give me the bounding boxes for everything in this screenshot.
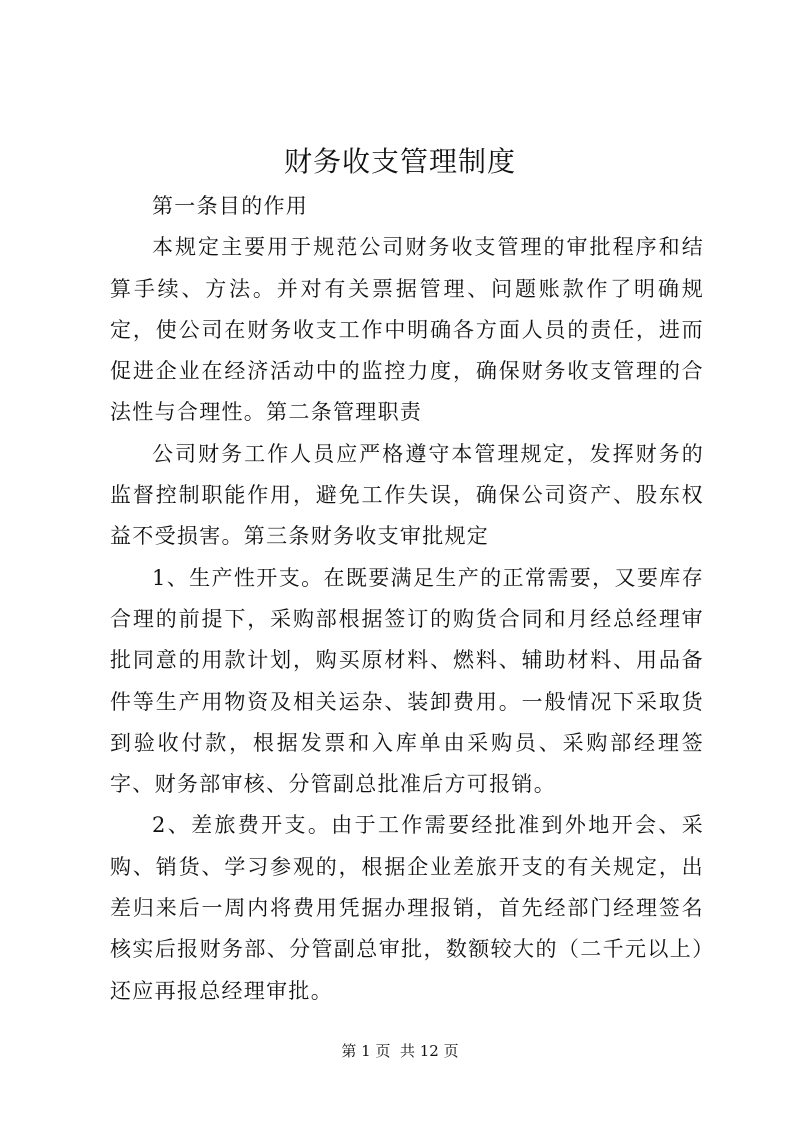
document-body	[110, 186, 704, 1012]
body-paragraph: 1、生产性开支。在既要满足生产的正常需要，又要库存合理的前提下，采购部根据签订的购货合同和月经总经理审批同意的用款计划，购买原材料、燃料、辅助材料、用品备件等生产用物资及相关运杂、装卸费用。一般情况下采取货到验收付款，根据发票和入库单由采购员、采购部经理签字、财务部审核、分管副总批准后方可报销。	[110, 565, 704, 797]
page-number: 第 1 页 共 12 页	[341, 1042, 459, 1060]
page-footer	[0, 1040, 800, 1062]
article-heading: 第一条目的作用	[152, 194, 309, 218]
body-paragraph: 公司财务工作人员应严格遵守本管理规定，发挥财务的监督控制职能作用，避免工作失误，确保公司资产、股东权益不受损害。第三条财务收支审批规定	[110, 441, 704, 549]
body-paragraph: 2、差旅费开支。由于工作需要经批准到外地开会、采购、销货、学习参观的，根据企业差旅开支的有关规定，出差归来后一周内将费用凭据办理报销，首先经部门经理签名核实后报财务部、分管副总审批，数额较大的（二千元以上）还应再报总经理审批。	[110, 813, 704, 1003]
body-paragraph: 本规定主要用于规范公司财务收支管理的审批程序和结算手续、方法。并对有关票据管理、问题账款作了明确规定，使公司在财务收支工作中明确各方面人员的责任，进而促进企业在经济活动中的监控力度，确保财务收支管理的合法性与合理性。第二条管理职责	[110, 235, 704, 425]
document-title: 财务收支管理制度	[283, 145, 516, 178]
